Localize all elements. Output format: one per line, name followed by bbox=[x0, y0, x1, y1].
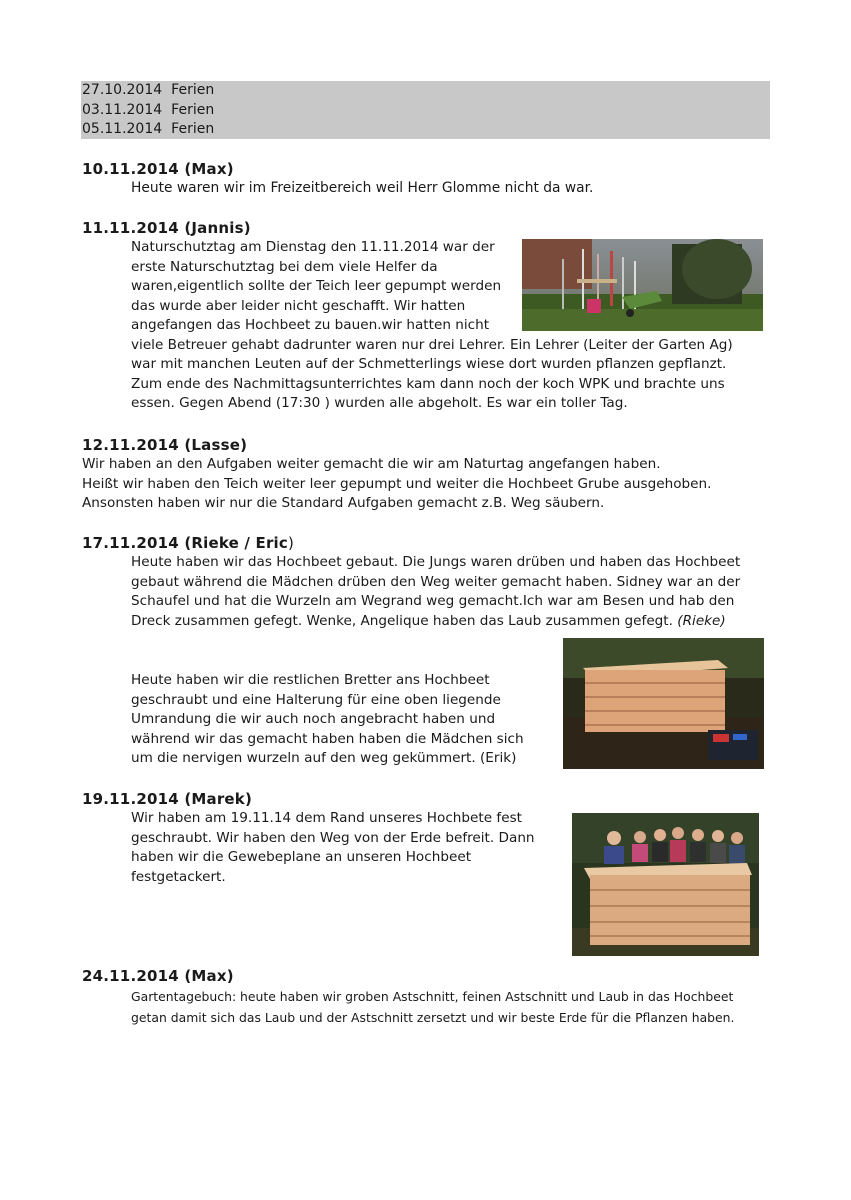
raised-bed-photo bbox=[563, 638, 764, 769]
text-line: Wir haben an den Aufgaben weiter gemacht die wir am Naturtag angefangen haben. bbox=[82, 456, 661, 472]
text-line: Heute waren wir im Freizeitbereich weil Herr Glomme nicht da war. bbox=[131, 180, 594, 196]
holiday-list bbox=[81, 81, 770, 139]
entry-body bbox=[131, 671, 524, 769]
text-line: Umrandung die wir auch noch angebracht haben und bbox=[131, 711, 496, 727]
entry-body bbox=[131, 986, 734, 1028]
entry-heading: 19.11.2014 (Marek) bbox=[82, 790, 253, 808]
text-line: haben wir die Gewebeplane an unseren Hochbeet bbox=[131, 849, 472, 865]
text-segment: Dreck zusammen gefegt. Wenke, Angelique haben das Laub zusammen gefegt. bbox=[131, 612, 673, 629]
entry-body bbox=[131, 809, 535, 887]
entry-body bbox=[82, 455, 711, 514]
text-line: festgetackert. bbox=[131, 868, 226, 885]
text-line: Ansonsten haben wir nur die Standard Aufgaben gemacht z.B. Weg säubern. bbox=[82, 495, 605, 511]
entry-heading: 12.11.2014 (Lasse) bbox=[82, 436, 248, 454]
author-signature: (Rieke) bbox=[677, 612, 726, 629]
text-line: geschraubt. Wir haben den Weg von der Erde befreit. Dann bbox=[131, 829, 535, 846]
holiday-row bbox=[81, 101, 770, 121]
text-line: waren,eigentlich sollte der Teich leer gepumpt werden bbox=[131, 278, 502, 294]
text-line: geschraubt und eine Halterung für eine oben liegende bbox=[131, 691, 501, 708]
holiday-date: 03.11.2014 bbox=[82, 101, 163, 118]
text-line: um die nervigen wurzeln auf den weg gekümmert. (Erik) bbox=[131, 750, 517, 766]
text-line: Schaufel und hat die Wurzeln am Wegrand weg gemacht.Ich war am Besen und hab den bbox=[131, 593, 735, 609]
entry-heading bbox=[82, 534, 294, 552]
text-line: gebaut während die Mädchen drüben den Weg weiter gemacht haben. Sidney war an der bbox=[131, 573, 741, 590]
entry-body bbox=[131, 553, 740, 631]
holiday-label: Ferien bbox=[171, 101, 215, 118]
text-line bbox=[131, 612, 740, 632]
text-line: Wir haben am 19.11.14 dem Rand unseres Hochbete fest bbox=[131, 810, 522, 826]
text-line: Heute haben wir die restlichen Bretter ans Hochbeet bbox=[131, 672, 490, 688]
text-line: erste Naturschutztag bei dem viele Helfer da bbox=[131, 258, 438, 275]
text-line: Heute haben wir das Hochbeet gebaut. Die Jungs waren drüben und haben das Hochbeet bbox=[131, 554, 741, 570]
text-line: das wurde aber leider nicht geschafft. Wir hatten bbox=[131, 297, 466, 314]
text-line: Heißt wir haben den Teich weiter leer gepumpt und weiter die Hochbeet Grube ausgehoben. bbox=[82, 475, 712, 492]
text-line: während wir das gemacht haben haben die Mädchen sich bbox=[131, 730, 524, 747]
garden-tools-photo bbox=[522, 239, 763, 331]
entry-body bbox=[131, 179, 593, 199]
entry-heading-text: 17.11.2014 (Rieke / Eric bbox=[82, 534, 288, 552]
text-line: getan damit sich das Laub und der Astschnitt zersetzt und wir beste Erde für die Pflanzen haben. bbox=[131, 1010, 735, 1025]
holiday-date: 27.10.2014 bbox=[82, 82, 163, 98]
holiday-label: Ferien bbox=[171, 82, 215, 98]
text-line: Naturschutztag am Dienstag den 11.11.2014 war der bbox=[131, 239, 495, 255]
holiday-date: 05.11.2014 bbox=[82, 121, 163, 137]
text-line: essen. Gegen Abend (17:30 ) wurden alle abgeholt. Es war ein toller Tag. bbox=[131, 395, 628, 411]
text-line: Zum ende des Nachmittagsunterrichtes kam dann noch der koch WPK und brachte uns bbox=[131, 375, 725, 392]
group-photo bbox=[572, 813, 759, 956]
entry-heading-tail: ) bbox=[287, 534, 295, 552]
holiday-row bbox=[81, 81, 770, 101]
text-line: war mit manchen Leuten auf der Schmetterlings wiese dort wurden pflanzen gepflanzt. bbox=[131, 356, 727, 372]
entry-heading: 24.11.2014 (Max) bbox=[82, 967, 234, 985]
holiday-row bbox=[81, 120, 770, 140]
entry-heading: 11.11.2014 (Jannis) bbox=[82, 219, 251, 237]
text-line: angefangen das Hochbeet zu bauen.wir hatten nicht bbox=[131, 317, 490, 333]
holiday-label: Ferien bbox=[171, 121, 215, 137]
entry-heading: 10.11.2014 (Max) bbox=[82, 160, 234, 178]
text-line: viele Betreuer gehabt dadrunter waren nur drei Lehrer. Ein Lehrer (Leiter der Garten Ag) bbox=[131, 336, 733, 353]
text-line: Gartentagebuch: heute haben wir groben Astschnitt, feinen Astschnitt und Laub in das Hochbeet bbox=[131, 989, 734, 1004]
